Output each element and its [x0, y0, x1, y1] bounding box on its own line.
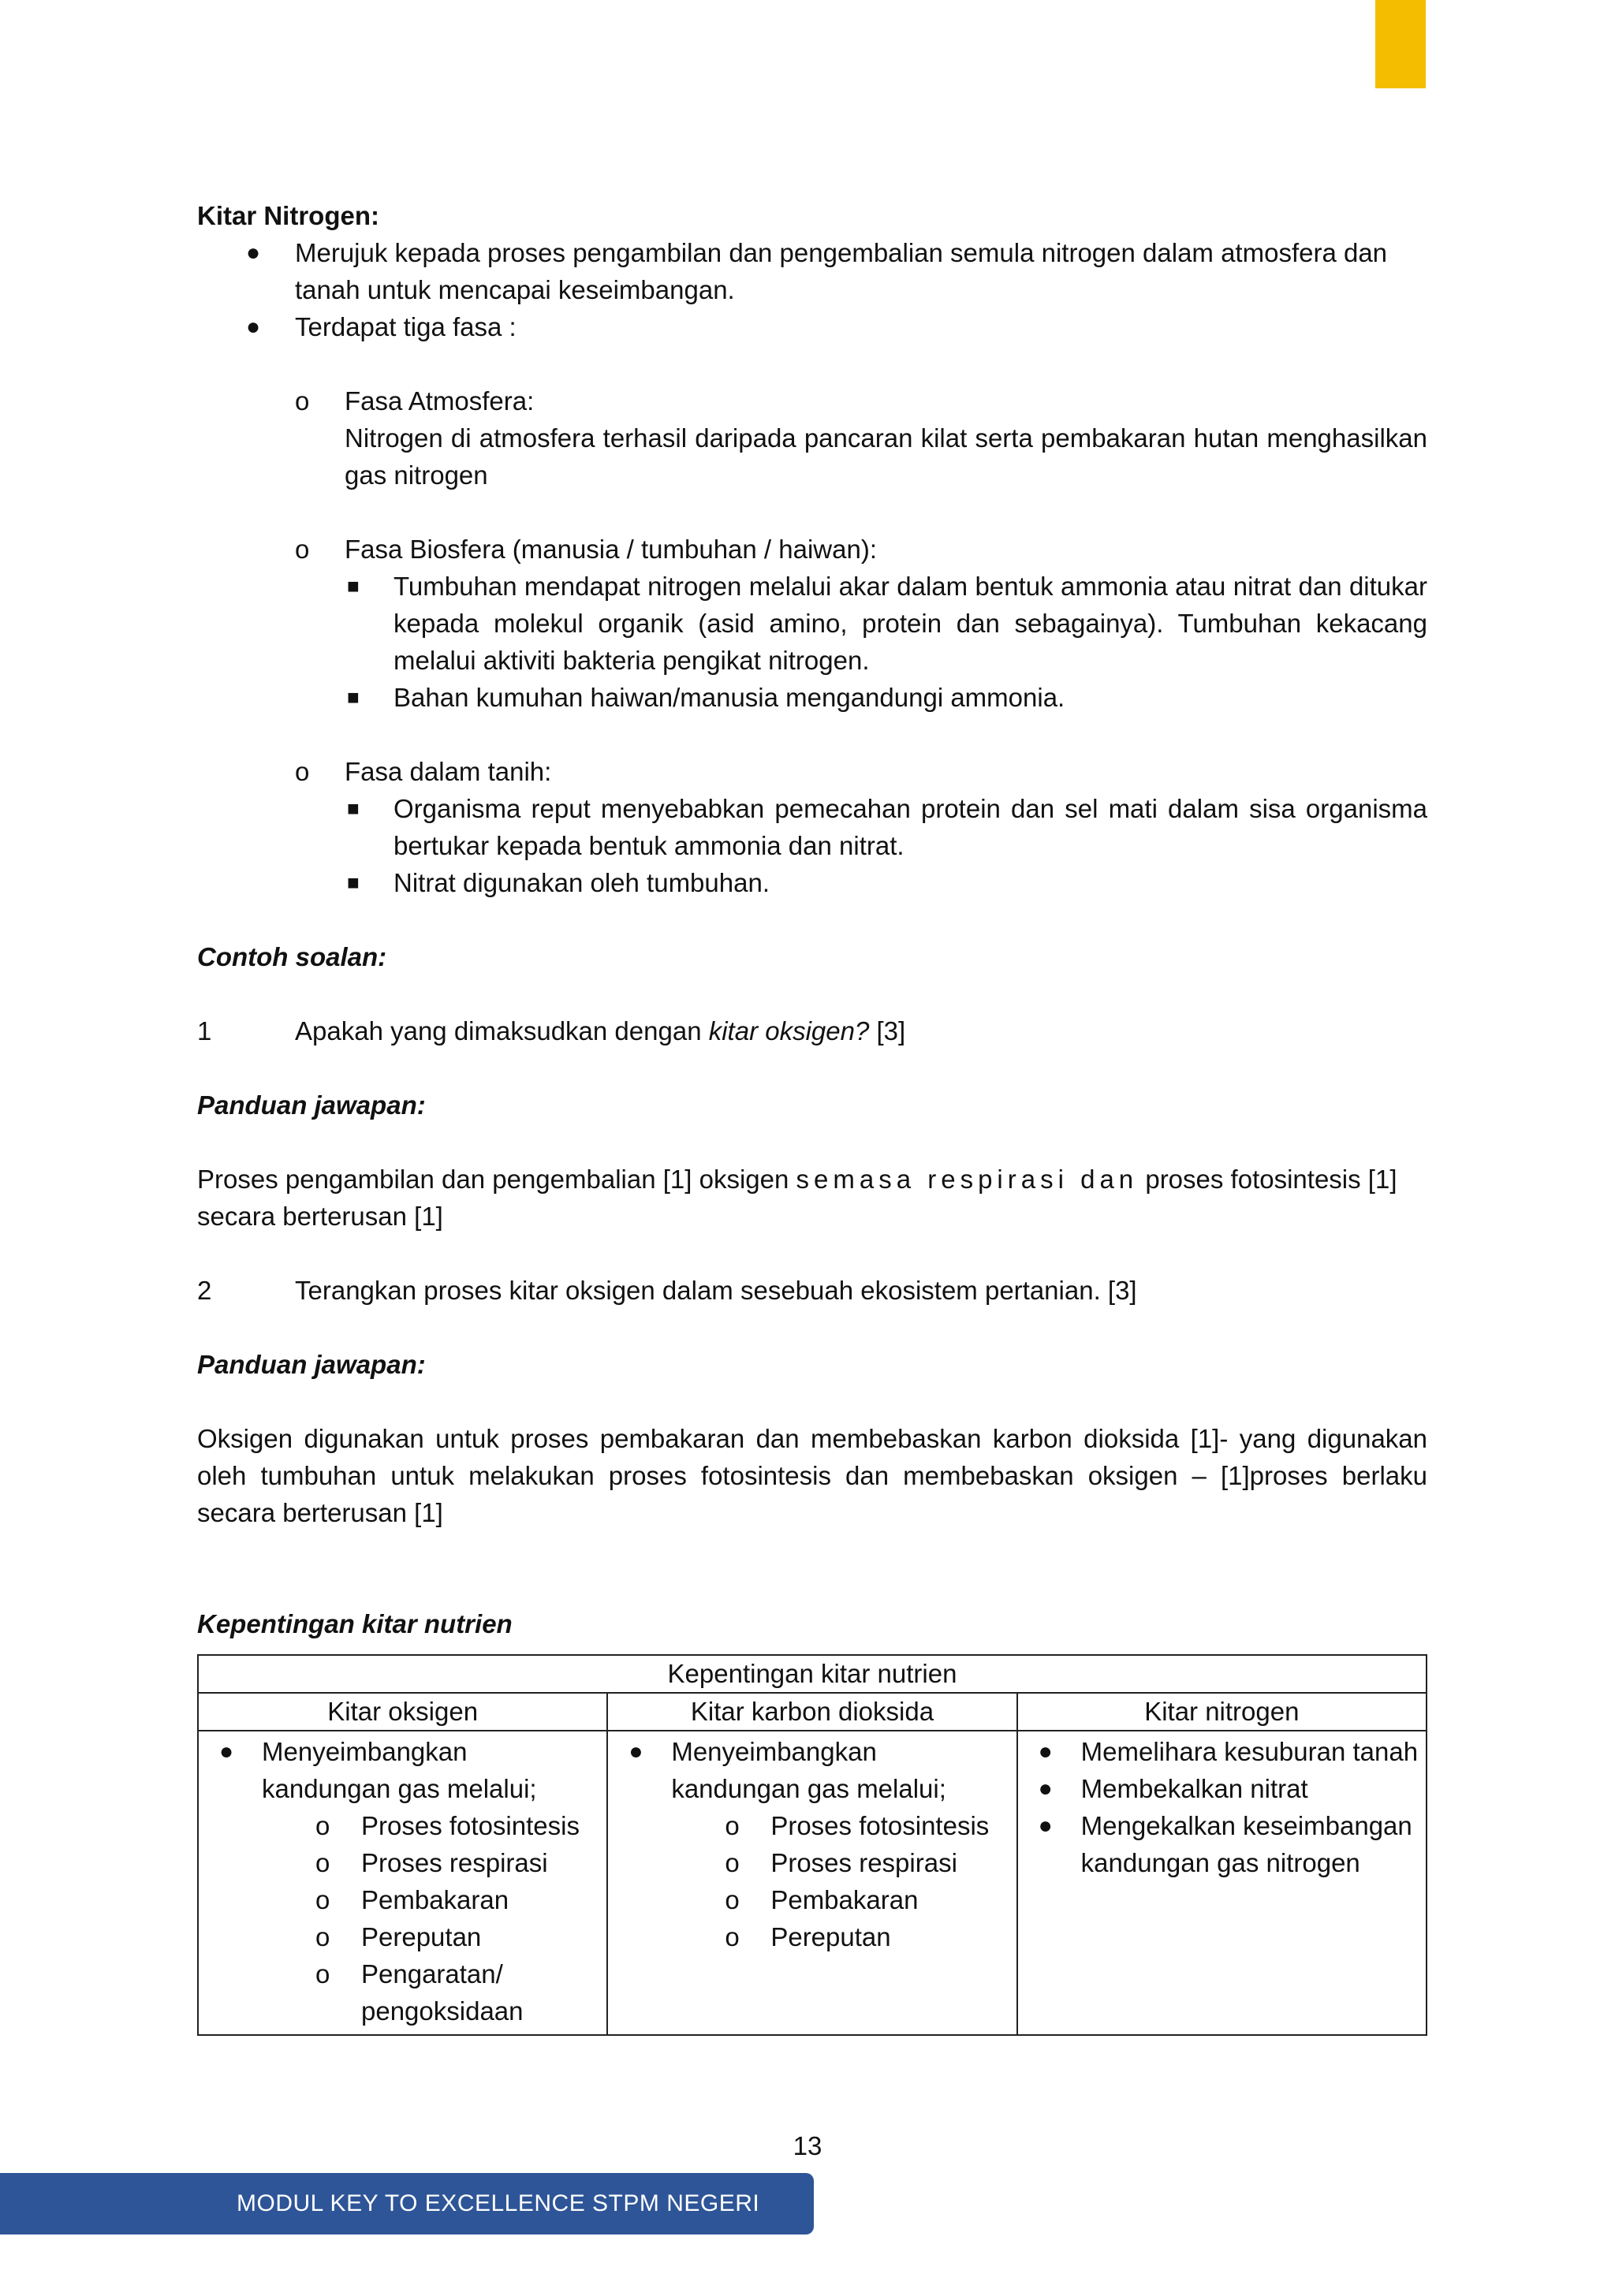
- subitem-text: Bahan kumuhan haiwan/manusia mengandungi ammonia.: [393, 683, 1065, 712]
- answer-text: proses fotosintesis [1] secara berterusan [1]: [197, 1165, 1397, 1231]
- phase-title: Fasa Atmosfera:: [345, 386, 535, 416]
- bullet-marker: ●: [1038, 1813, 1053, 1839]
- phase-tanih: [197, 753, 1427, 790]
- bullet-marker: ●: [246, 240, 261, 266]
- question-marks: [3]: [869, 1016, 906, 1046]
- table-subitem: [203, 1807, 602, 1844]
- answer-2: Oksigen digunakan untuk proses pembakaran dan membebaskan karbon dioksida [1]- yang digunakan oleh tumbuhan untuk melakukan proses fotosintesis dan membebaskan oksigen – [1]proses berlaku secara berterusan [1]: [197, 1424, 1427, 1527]
- table-bullet-text: Membekalkan nitrat: [1080, 1774, 1308, 1803]
- corner-tab: [1375, 0, 1426, 88]
- bullet-marker: ●: [246, 314, 261, 340]
- bullet-item: [197, 308, 1427, 345]
- subitem-text: Proses fotosintesis: [361, 1811, 580, 1840]
- subitem-text: Pereputan: [361, 1922, 482, 1951]
- circle-marker: o: [725, 1885, 740, 1914]
- table-header: Kitar karbon dioksida: [607, 1693, 1016, 1731]
- table-subitem: [613, 1918, 1011, 1955]
- subitem-text: Pengaratan/ pengoksidaan: [361, 1959, 524, 2026]
- footer-bar: [0, 2173, 814, 2278]
- footer-text: MODUL KEY TO EXCELLENCE STPM NEGERI PERAK: [237, 2190, 760, 2278]
- table-bullet: [1023, 1807, 1421, 1881]
- page-number: 13: [793, 2131, 822, 2160]
- table-bullet: [1023, 1733, 1421, 1770]
- bullet-text: Merujuk kepada proses pengambilan dan pengembalian semula nitrogen dalam atmosfera dan tanah untuk mencapai keseimbangan.: [295, 238, 1388, 304]
- table-cell-nitrogen: [1017, 1731, 1427, 2035]
- circle-marker: o: [315, 1922, 330, 1951]
- table-header: Kitar nitrogen: [1017, 1693, 1427, 1731]
- question-text: Apakah yang dimaksudkan dengan: [295, 1016, 709, 1046]
- bullet-marker: ●: [219, 1739, 234, 1765]
- table-header: Kitar oksigen: [198, 1693, 607, 1731]
- table-bullet-text: Menyeimbangkan kandungan gas melalui;: [262, 1737, 537, 1803]
- circle-marker: o: [295, 386, 310, 416]
- subitem-text: Tumbuhan mendapat nitrogen melalui akar dalam bentuk ammonia atau nitrat dan ditukar kepada molekul organik (asid amino, protein dan sebagainya). Tumbuhan kekacang melalui aktiviti bakteria pengikat nitrogen.: [393, 572, 1427, 675]
- section-heading: Kitar Nitrogen:: [197, 201, 379, 230]
- circle-marker: o: [315, 1885, 330, 1914]
- table-subitem: [613, 1844, 1011, 1881]
- table-cell-oksigen: [198, 1731, 607, 2035]
- table-subitem: [203, 1955, 602, 2030]
- square-marker: ■: [347, 796, 360, 820]
- table-subitem: [203, 1881, 602, 1918]
- nutrient-table: [197, 1654, 1427, 2036]
- table-bullet: [1023, 1770, 1421, 1807]
- square-marker: ■: [347, 870, 360, 894]
- table-subitem: [203, 1844, 602, 1881]
- bullet-marker: ●: [1038, 1776, 1053, 1802]
- circle-marker: o: [315, 1811, 330, 1840]
- subitem-text: Proses respirasi: [770, 1848, 957, 1877]
- phase-biosfera: [197, 531, 1427, 568]
- question-1: [197, 1012, 1427, 1049]
- subitem-text: Pembakaran: [770, 1885, 919, 1914]
- circle-marker: o: [295, 757, 310, 786]
- phase-title: Fasa Biosfera (manusia / tumbuhan / haiwan):: [345, 535, 878, 564]
- main-content: [197, 197, 1427, 1642]
- phase-title: Fasa dalam tanih:: [345, 757, 552, 786]
- phase-text: Nitrogen di atmosfera terhasil daripada pancaran kilat serta pembakaran hutan menghasilkan gas nitrogen: [345, 423, 1427, 490]
- square-marker: ■: [347, 685, 360, 709]
- question-text: Terangkan proses kitar oksigen dalam sesebuah ekosistem pertanian. [3]: [295, 1276, 1137, 1305]
- table-bullet: [203, 1733, 602, 1807]
- table-title: Kepentingan kitar nutrien: [198, 1655, 1427, 1693]
- table-subitem: [203, 1918, 602, 1955]
- contoh-heading: Contoh soalan:: [197, 942, 387, 971]
- square-marker: ■: [347, 574, 360, 598]
- panduan-heading: Panduan jawapan:: [197, 1090, 426, 1120]
- subitem-text: Nitrat digunakan oleh tumbuhan.: [393, 868, 770, 897]
- answer-spaced: semasa respirasi dan: [796, 1165, 1139, 1194]
- circle-marker: o: [315, 1848, 330, 1877]
- subitem-text: Proses respirasi: [361, 1848, 548, 1877]
- subitem-text: Organisma reput menyebabkan pemecahan protein dan sel mati dalam sisa organisma bertukar kepada bentuk ammonia dan nitrat.: [393, 794, 1427, 860]
- question-2: [197, 1272, 1427, 1309]
- circle-marker: o: [725, 1848, 740, 1877]
- question-number: 1: [197, 1016, 212, 1046]
- bullet-marker: ●: [1038, 1739, 1053, 1765]
- phase-subitem: [197, 568, 1427, 679]
- phase-atmosfera: [197, 382, 1427, 494]
- subitem-text: Pembakaran: [361, 1885, 509, 1914]
- question-italic: kitar oksigen?: [708, 1016, 870, 1046]
- table-bullet: [613, 1733, 1011, 1807]
- phase-subitem: [197, 679, 1427, 716]
- circle-marker: o: [725, 1811, 740, 1840]
- subitem-text: Pereputan: [770, 1922, 891, 1951]
- phase-subitem: [197, 790, 1427, 864]
- table-bullet-text: Memelihara kesuburan tanah: [1080, 1737, 1419, 1766]
- table-bullet-text: Mengekalkan keseimbangan kandungan gas nitrogen: [1080, 1811, 1412, 1877]
- bullet-item: [197, 234, 1427, 308]
- kepentingan-heading: Kepentingan kitar nutrien: [197, 1609, 513, 1638]
- bullet-marker: ●: [628, 1739, 643, 1765]
- panduan-heading: Panduan jawapan:: [197, 1350, 426, 1379]
- answer-text: Proses pengambilan dan pengembalian [1] oksigen: [197, 1165, 796, 1194]
- answer-1: [197, 1161, 1427, 1235]
- table-bullet-text: Menyeimbangkan kandungan gas melalui;: [671, 1737, 946, 1803]
- question-number: 2: [197, 1276, 212, 1305]
- circle-marker: o: [315, 1959, 330, 1988]
- phase-subitem: [197, 864, 1427, 901]
- table-subitem: [613, 1881, 1011, 1918]
- subitem-text: Proses fotosintesis: [770, 1811, 990, 1840]
- circle-marker: o: [295, 535, 310, 564]
- bullet-text: Terdapat tiga fasa :: [295, 312, 517, 341]
- table-cell-karbon: [607, 1731, 1016, 2035]
- circle-marker: o: [725, 1922, 740, 1951]
- table-subitem: [613, 1807, 1011, 1844]
